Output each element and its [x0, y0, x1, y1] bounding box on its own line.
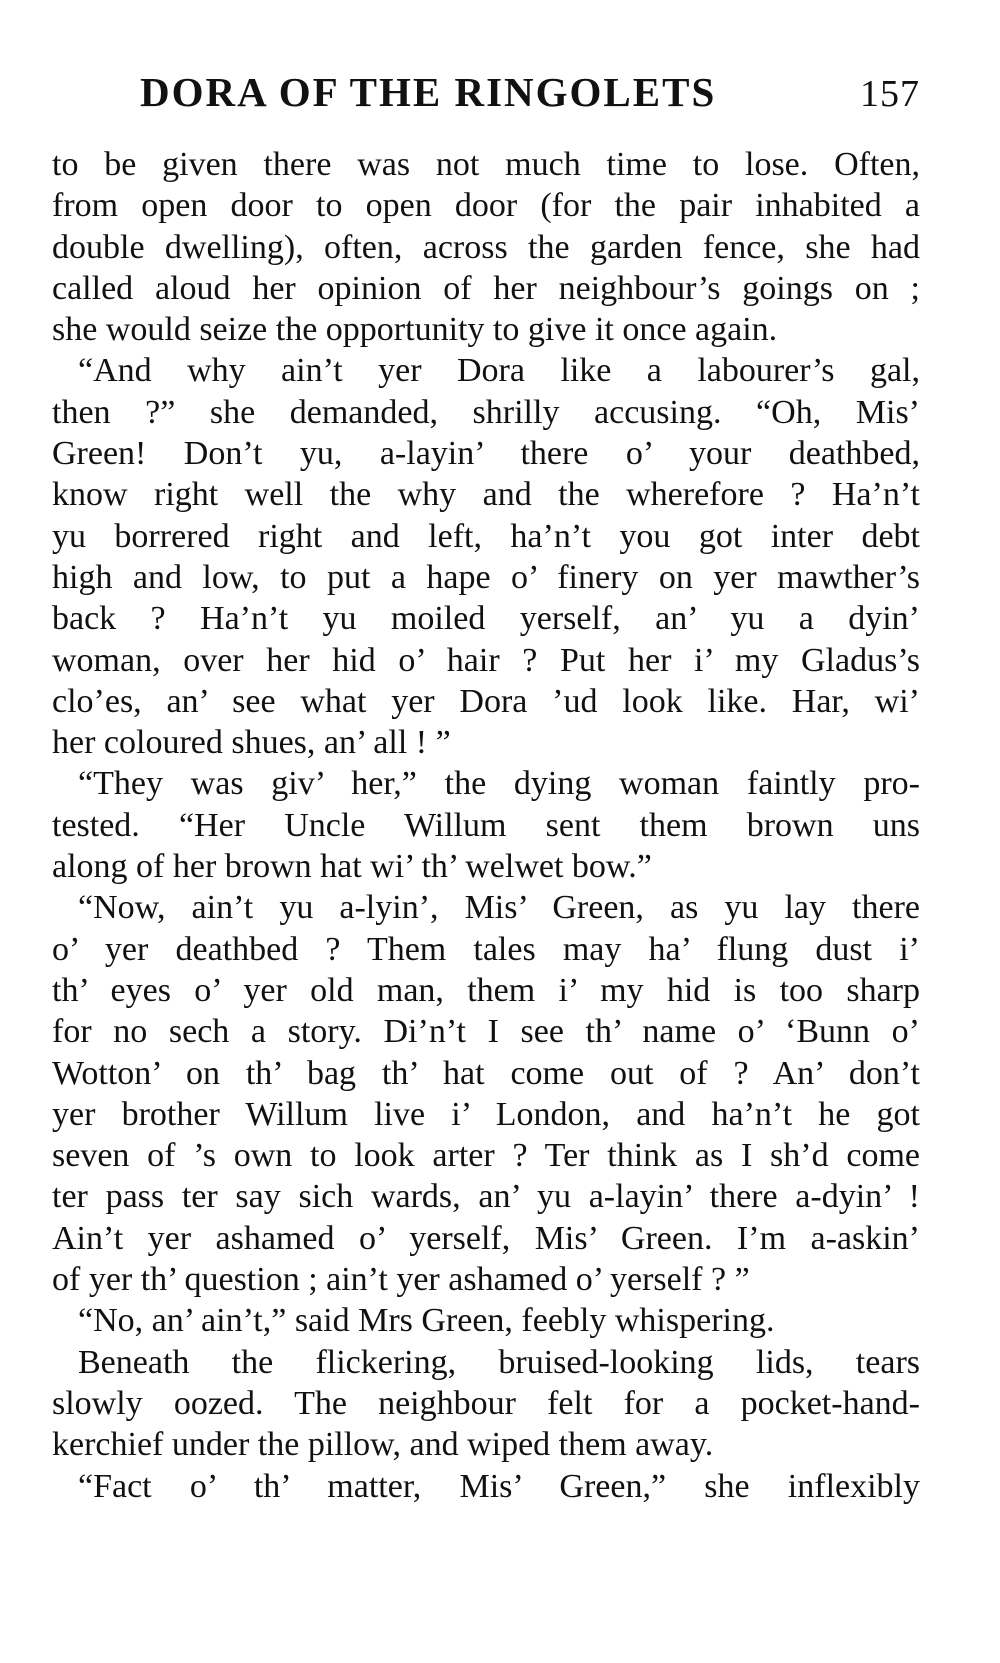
text-line: clo’es, an’ see what yer Dora ’ud look like. Har, wi’ — [52, 682, 920, 720]
text-line: called aloud her opinion of her neighbour’s goings on ; — [52, 269, 920, 307]
text-line: Green! Don’t yu, a-layin’ there o’ your deathbed, — [52, 435, 920, 473]
text-line: slowly oozed. The neighbour felt for a pocket-hand- — [52, 1384, 920, 1422]
text-line: tested. “Her Uncle Willum sent them brown uns — [52, 806, 920, 844]
text-line: “Now, ain’t yu a-lyin’, Mis’ Green, as yu lay there — [78, 889, 920, 927]
text-line: “And why ain’t yer Dora like a labourer’s gal, — [78, 352, 920, 390]
text-line: back ? Ha’n’t yu moiled yerself, an’ yu a dyin’ — [52, 600, 920, 638]
text-line: seven of ’s own to look arter ? Ter think as I sh’d come — [52, 1137, 920, 1175]
text-line: Wotton’ on th’ bag th’ hat come out of ? An’ don’t — [52, 1054, 920, 1092]
text-line: double dwelling), often, across the garden fence, she had — [52, 228, 920, 266]
text-line: th’ eyes o’ yer old man, them i’ my hid is too sharp — [52, 971, 920, 1009]
text-line: know right well the why and the wherefore ? Ha’n’t — [52, 476, 920, 514]
text-line: ter pass ter say sich wards, an’ yu a-layin’ there a-dyin’ ! — [52, 1178, 920, 1216]
text-line: woman, over her hid o’ hair ? Put her i’ my Gladus’s — [52, 641, 920, 679]
text-line: Beneath the flickering, bruised-looking lids, tears — [78, 1343, 920, 1381]
text-line: her coloured shues, an’ all ! ” — [52, 724, 451, 762]
text-line: “Fact o’ th’ matter, Mis’ Green,” she inflexibly — [78, 1467, 920, 1505]
text-line: to be given there was not much time to lose. Often, — [52, 146, 920, 183]
text-line: “No, an’ ain’t,” said Mrs Green, feebly whispering. — [78, 1302, 775, 1340]
text-line: high and low, to put a hape o’ finery on yer mawther’s — [52, 558, 920, 596]
text-line: then ?” she demanded, shrilly accusing. “Oh, Mis’ — [52, 393, 920, 431]
text-line: “They was giv’ her,” the dying woman faintly pro- — [78, 765, 920, 803]
text-line: from open door to open door (for the pair inhabited a — [52, 187, 920, 225]
text-line: she would seize the opportunity to give it once again. — [52, 311, 778, 349]
body-text — [52, 144, 920, 1507]
running-title: DORA OF THE RINGOLETS — [140, 69, 717, 115]
running-head — [140, 68, 920, 128]
text-line: along of her brown hat wi’ th’ welwet bow.” — [52, 848, 652, 886]
text-line: yu borrered right and left, ha’n’t you got inter debt — [52, 517, 920, 555]
text-line: yer brother Willum live i’ London, and ha’n’t he got — [52, 1095, 920, 1133]
text-line: o’ yer deathbed ? Them tales may ha’ flung dust i’ — [52, 930, 920, 968]
text-line: of yer th’ question ; ain’t yer ashamed o’ yerself ? ” — [52, 1261, 750, 1299]
page-number: 157 — [860, 73, 920, 115]
text-line: for no sech a story. Di’n’t I see th’ name o’ ‘Bunn o’ — [52, 1013, 920, 1051]
text-line: kerchief under the pillow, and wiped them away. — [52, 1426, 714, 1464]
text-line: Ain’t yer ashamed o’ yerself, Mis’ Green. I’m a-askin’ — [52, 1219, 920, 1257]
